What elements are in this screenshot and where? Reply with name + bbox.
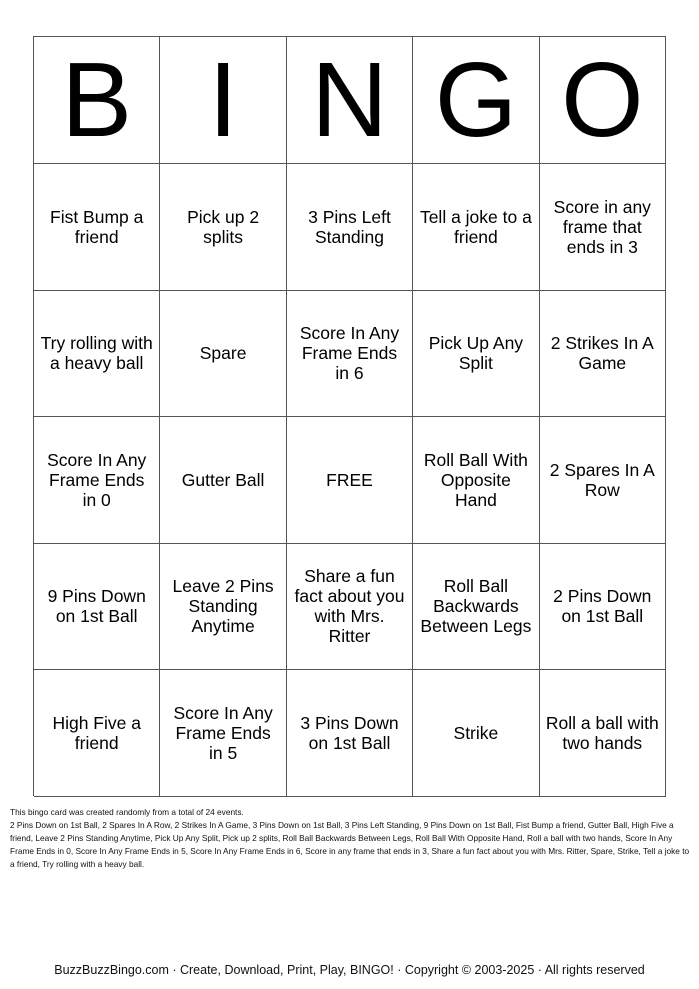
header-letter-g: G xyxy=(413,37,539,164)
bingo-card xyxy=(33,36,666,796)
header-letter-o: O xyxy=(540,37,666,164)
bingo-cell: Spare xyxy=(160,291,286,418)
bingo-cell: Score in any frame that ends in 3 xyxy=(540,164,666,291)
bingo-cell: Strike xyxy=(413,670,539,797)
header-letter-i: I xyxy=(160,37,286,164)
bingo-cell: 3 Pins Down on 1st Ball xyxy=(287,670,413,797)
bingo-cell: Try rolling with a heavy ball xyxy=(34,291,160,418)
bingo-cell: Leave 2 Pins Standing Anytime xyxy=(160,544,286,671)
page-footer: BuzzBuzzBingo.com · Create, Download, Print, Play, BINGO! · Copyright © 2003-2025 · All rights reserved xyxy=(54,963,645,977)
bingo-header xyxy=(34,37,666,164)
bingo-cell: 2 Strikes In A Game xyxy=(540,291,666,418)
footnote-intro: This bingo card was created randomly from a total of 24 events. xyxy=(10,807,244,817)
bingo-cell: Roll a ball with two hands xyxy=(540,670,666,797)
bingo-cell: Roll Ball Backwards Between Legs xyxy=(413,544,539,671)
bingo-cell: Roll Ball With Opposite Hand xyxy=(413,417,539,544)
bingo-cell: Gutter Ball xyxy=(160,417,286,544)
bingo-cell: Score In Any Frame Ends in 0 xyxy=(34,417,160,544)
bingo-cell: High Five a friend xyxy=(34,670,160,797)
free-space-cell: FREE xyxy=(287,417,413,544)
bingo-cell: 2 Pins Down on 1st Ball xyxy=(540,544,666,671)
bingo-cell: 3 Pins Left Standing xyxy=(287,164,413,291)
bingo-cell: Score In Any Frame Ends in 6 xyxy=(287,291,413,418)
header-letter-n: N xyxy=(287,37,413,164)
footnote-event-list: 2 Pins Down on 1st Ball, 2 Spares In A Row, 2 Strikes In A Game, 3 Pins Down on 1st Ball, 3 Pins Left Standing, 9 Pins Down on 1st Ball, Fist Bump a friend, Gutter Ball, High Five a friend, Leave 2 Pins Standing Anytime, Pick Up Any Split, Pick up 2 splits, Roll Ball Backwards Between Legs, Roll Ball With Opposite Hand, Roll a ball with two hands, Score In Any Frame Ends in 0, Score In Any Frame Ends in 5, Score In Any Frame Ends in 6, Score in any frame that ends in 3, Share a fun fact about you with Mrs. Ritter, Spare, Strike, Tell a joke to a friend, Try rolling with a heavy ball. xyxy=(10,820,690,869)
bingo-cell: Score In Any Frame Ends in 5 xyxy=(160,670,286,797)
bingo-cell: Tell a joke to a friend xyxy=(413,164,539,291)
bingo-cell: Fist Bump a friend xyxy=(34,164,160,291)
bingo-cell: Share a fun fact about you with Mrs. Ritter xyxy=(287,544,413,671)
bingo-cell: Pick up 2 splits xyxy=(160,164,286,291)
bingo-cell: Pick Up Any Split xyxy=(413,291,539,418)
header-letter-b: B xyxy=(34,37,160,164)
bingo-cell: 9 Pins Down on 1st Ball xyxy=(34,544,160,671)
bingo-grid xyxy=(34,164,666,797)
bingo-cell: 2 Spares In A Row xyxy=(540,417,666,544)
card-footnote xyxy=(10,806,690,871)
